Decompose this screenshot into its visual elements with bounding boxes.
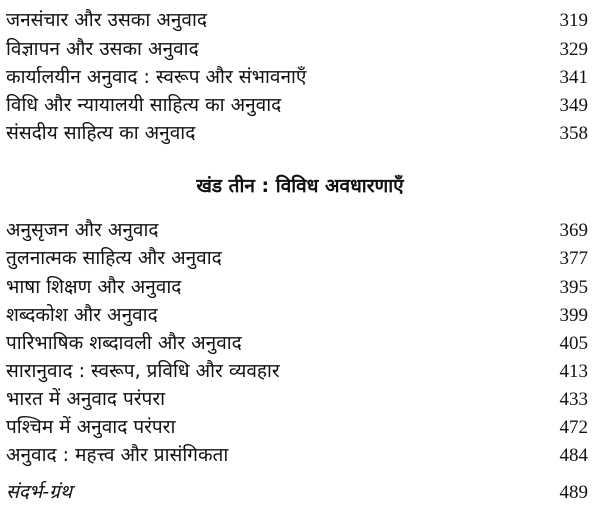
toc-entry-title: अनुवाद : महत्त्व और प्रासंगिकता — [6, 443, 229, 466]
bibliography-entry — [6, 478, 588, 506]
toc-entry-title: जनसंचार और उसका अनुवाद — [6, 8, 207, 31]
toc-entry-title: संसदीय साहित्य का अनुवाद — [6, 121, 196, 144]
toc-entry-page: 484 — [559, 444, 588, 466]
toc-entry — [6, 441, 588, 469]
toc-entry-page: 395 — [559, 276, 588, 298]
toc-entry-title: शब्दकोश और अनुवाद — [6, 303, 158, 326]
toc-entry-page: 472 — [559, 416, 588, 438]
toc-entry — [6, 357, 588, 385]
toc-entry-page: 369 — [559, 219, 588, 241]
bibliography-page: 489 — [559, 481, 588, 503]
toc-entry — [6, 119, 588, 147]
toc-entry-page: 399 — [559, 304, 588, 326]
toc-entry — [6, 301, 588, 329]
toc-entry — [6, 216, 588, 244]
toc-entry-page: 329 — [559, 38, 588, 60]
section-heading: खंड तीन : विविध अवधारणाएँ — [196, 175, 404, 197]
toc-entry — [6, 329, 588, 357]
toc-entry-page: 341 — [559, 66, 588, 88]
toc-entry-title: पश्चिम में अनुवाद परंपरा — [6, 415, 176, 438]
toc-entry-page: 405 — [559, 332, 588, 354]
toc-entry-title: पारिभाषिक शब्दावली और अनुवाद — [6, 331, 242, 354]
toc-entry-title: सारानुवाद : स्वरूप, प्रविधि और व्यवहार — [6, 359, 280, 382]
toc-entry — [6, 6, 588, 34]
toc-entry-title: तुलनात्मक साहित्य और अनुवाद — [6, 246, 222, 269]
toc-entry — [6, 63, 588, 91]
toc-entry — [6, 35, 588, 63]
toc-entry — [6, 244, 588, 272]
toc-entry-title: विज्ञापन और उसका अनुवाद — [6, 37, 199, 60]
toc-entry-page: 377 — [559, 247, 588, 269]
toc-entry-title: भारत में अनुवाद परंपरा — [6, 387, 166, 410]
toc-entry-page: 358 — [559, 122, 588, 144]
toc-entry — [6, 273, 588, 301]
toc-entry — [6, 91, 588, 119]
toc-entry-title: विधि और न्यायालयी साहित्य का अनुवाद — [6, 93, 282, 116]
toc-entry — [6, 413, 588, 441]
toc-entry-page: 319 — [559, 9, 588, 31]
toc-entry-title: भाषा शिक्षण और अनुवाद — [6, 275, 182, 298]
toc-entry-title: अनुसृजन और अनुवाद — [6, 218, 159, 241]
toc-entry-page: 349 — [559, 94, 588, 116]
toc-entry-title: कार्यालयीन अनुवाद : स्वरूप और संभावनाएँ — [6, 65, 307, 88]
toc-entry-page: 413 — [559, 360, 588, 382]
toc-entry-page: 433 — [559, 388, 588, 410]
toc-entry — [6, 385, 588, 413]
bibliography-title: संदर्भ-ग्रंथ — [6, 480, 73, 503]
